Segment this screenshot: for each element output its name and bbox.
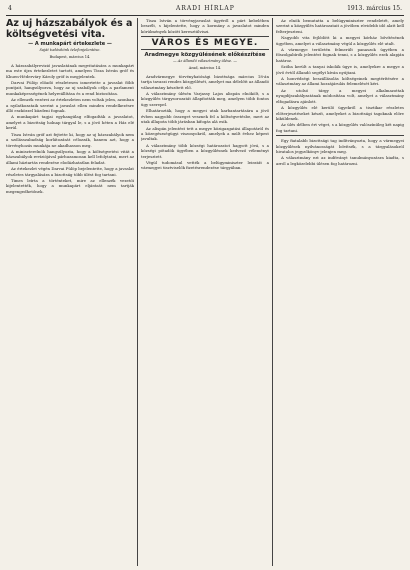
article-body xyxy=(6,63,134,194)
paragraph: Elhatározták, hogy a megyei utak karbantartására a jövő évben nagyobb összeget vesznek fel a költségvetésbe, mert az utak állapota több járásban kifogás alá esik. xyxy=(141,108,269,125)
paragraph: Aradvármegye törvényhatósági bizottsága március 18-án tartja tavaszi rendes közgyűlését, amelyet ma délelőtt az állandó választmány készített elő. xyxy=(141,73,269,90)
article-body xyxy=(276,18,404,166)
column-divider xyxy=(272,18,273,566)
paragraph: A választmány ülésén Varjassy Lajos alispán elnökölt, s a közgyűlés tárgysorozatát állapították meg, amelyen több fontos ügy szerepel. xyxy=(141,91,269,107)
section-title: VÁROS ÉS MEGYE. xyxy=(151,38,259,49)
article-headline: Az uj házszabályok és a költségvetési vita. xyxy=(6,18,133,40)
paragraph: A miniszterelnök hangsúlyozta, hogy a költségvetési vitát a házszabályok revíziójával párhuzamosan kell lefolytatni, mert az állami háztartás rendezése elodázhatatlan feladat. xyxy=(6,148,134,165)
column-3 xyxy=(276,18,404,566)
paragraph: A munkapárt tagjai egyhangúlag elfogadták a javaslatot, amelyet a bizottság holnap tárgyal le, s a jövő héten a Ház elé kerül. xyxy=(6,114,134,131)
article-subheadline: — A munkapárt értekezlete — xyxy=(28,41,112,47)
paragraph: A házszabályrevizió javaslatának megvitatására a munkapárt ma este újra értekezletet tartott, amelyen Tisza István gróf és Khuen-Héderváry Károly gróf is megjelentek. xyxy=(6,62,134,79)
section-divider xyxy=(141,49,269,50)
column-divider xyxy=(137,18,138,566)
article-dateline: Budapest, március 14. xyxy=(49,55,91,60)
paragraph: A választmány ezt az indítványt tanulmányozásra kiadta, s arról a legközelebbi ülésen fog határozni. xyxy=(276,155,404,166)
paragraph: Az alispán jelentést tett a megye közigazgatási állapotáról és a közegészségügyi viszonyokról, amelyek a múlt évhez képest javultak. xyxy=(141,125,269,142)
paragraph: Times leírta a történteket, mire az ellenzék vezetői kijelentették, hogy a munkapárt eljárását nem tartják megengedhetőnek. xyxy=(6,177,134,194)
page-number: 4 xyxy=(8,5,12,12)
paragraph: A vármegye területén felmerült panaszok ügyében a főszolgabírók jelentést fognak tenni, s a közgyűlés ezek alapján határoz. xyxy=(276,47,404,63)
article-divider xyxy=(276,135,404,136)
paragraph: Az ülés délben ért véget, s a közgyűlés valószínűleg két napig fog tartani. xyxy=(276,122,404,133)
article-headline: Aradmegye közgyülésének előkészítése xyxy=(144,51,266,58)
paragraph: Az ellenzék vezérei az értekezleten nem voltak jelen, azonban a nyilatkozataik szerint a javaslat ellen minden rendelkezésre álló eszközzel küzdeni fognak. xyxy=(6,97,134,114)
paragraph: Az utolsó tárgy a megyei alkalmazottak nyugdíjszabályzatának módosítása volt, amelyet a választmány elfogadásra ajánlott. xyxy=(276,87,404,104)
paragraph: Az értekezlet végén Darvai Fülöp bejelentette, hogy a javaslat részletes tárgyalására a bizottság több ülést fog tartani. xyxy=(6,166,134,177)
paper-name: ARADI HÍRLAP xyxy=(176,5,235,12)
article-body xyxy=(141,74,269,171)
article-dateline: Arad, március 14. xyxy=(188,66,222,71)
paragraph: Az elnök bemutatta a belügyminiszter rendeletét, amely szerint a közgyűlés határozatait a jövőben rövidebb idő alatt kell felterjeszteni. xyxy=(276,18,404,34)
paragraph: Végül tudomásul vették a belügyminiszter leiratát a vármegyei tisztviselők fizetésrendezése tárgyában. xyxy=(141,159,269,171)
masthead xyxy=(6,3,404,16)
paragraph: A közgyűlés elé kerülő ügyekről a tisztikar részletes előterjesztéseket készít, amelyeket a bizottsági tagoknak előre kiküldenek. xyxy=(276,105,404,121)
paragraph: A választmány több községi határozatot hagyott jóvá, s a községi pótadók ügyében a közgyűlésnek kedvező véleményt terjesztett. xyxy=(141,142,269,159)
article-subheadline: — Az állandó választmány ülése. — xyxy=(173,59,237,64)
paragraph: Tisza István a törvényjavaslat ügyéről a párt kebelében beszélt, s kijelentette, hogy a kormány a javaslatot minden körülmények között keresztülviszi. xyxy=(141,18,269,34)
paragraph: Tisza István gróf azt fejtette ki, hogy az uj házszabályok nem a szólásszabadság korlátozását célozzák, hanem azt, hogy a törvényhozás munkája ne akadhasson meg. xyxy=(6,131,134,148)
paragraph: Nagyobb vita fejlődött ki a megyei kórház bővítésének ügyében, amelyet a választmány végül a közgyűlés elé utalt. xyxy=(276,35,404,46)
column-1 xyxy=(6,18,134,566)
paragraph: A honvédségi beszállásolás költségeinek megtérítésére a választmány az állami hozzájárulás felemelését kéri. xyxy=(276,76,404,87)
column-2 xyxy=(141,18,269,566)
paragraph: Egy fiatalabb bizottsági tag indítványozta, hogy a vármegyei közgyűlések nyilvánosságát bővítsék, s a tárgyalásokról hivatalos jegyzőkönyv jelenjen meg. xyxy=(276,138,404,154)
article-byline: Saját tudósítónk telefonjelentése. xyxy=(39,48,101,52)
paragraph: Darvai Fülöp előadó részletesen ismertette a javaslat főbb pontjait, hangsúlyozva, hogy az uj szabályok célja a parlament munkaképességének helyreállítása és a rend biztosítása. xyxy=(6,80,134,96)
paragraph: Szóba került a tanyai iskolák ügye is, amelyekre a megye a jövő évtől állandó segélyt kíván nyújtani. xyxy=(276,64,404,75)
issue-date: 1913. március 15. xyxy=(347,5,402,12)
